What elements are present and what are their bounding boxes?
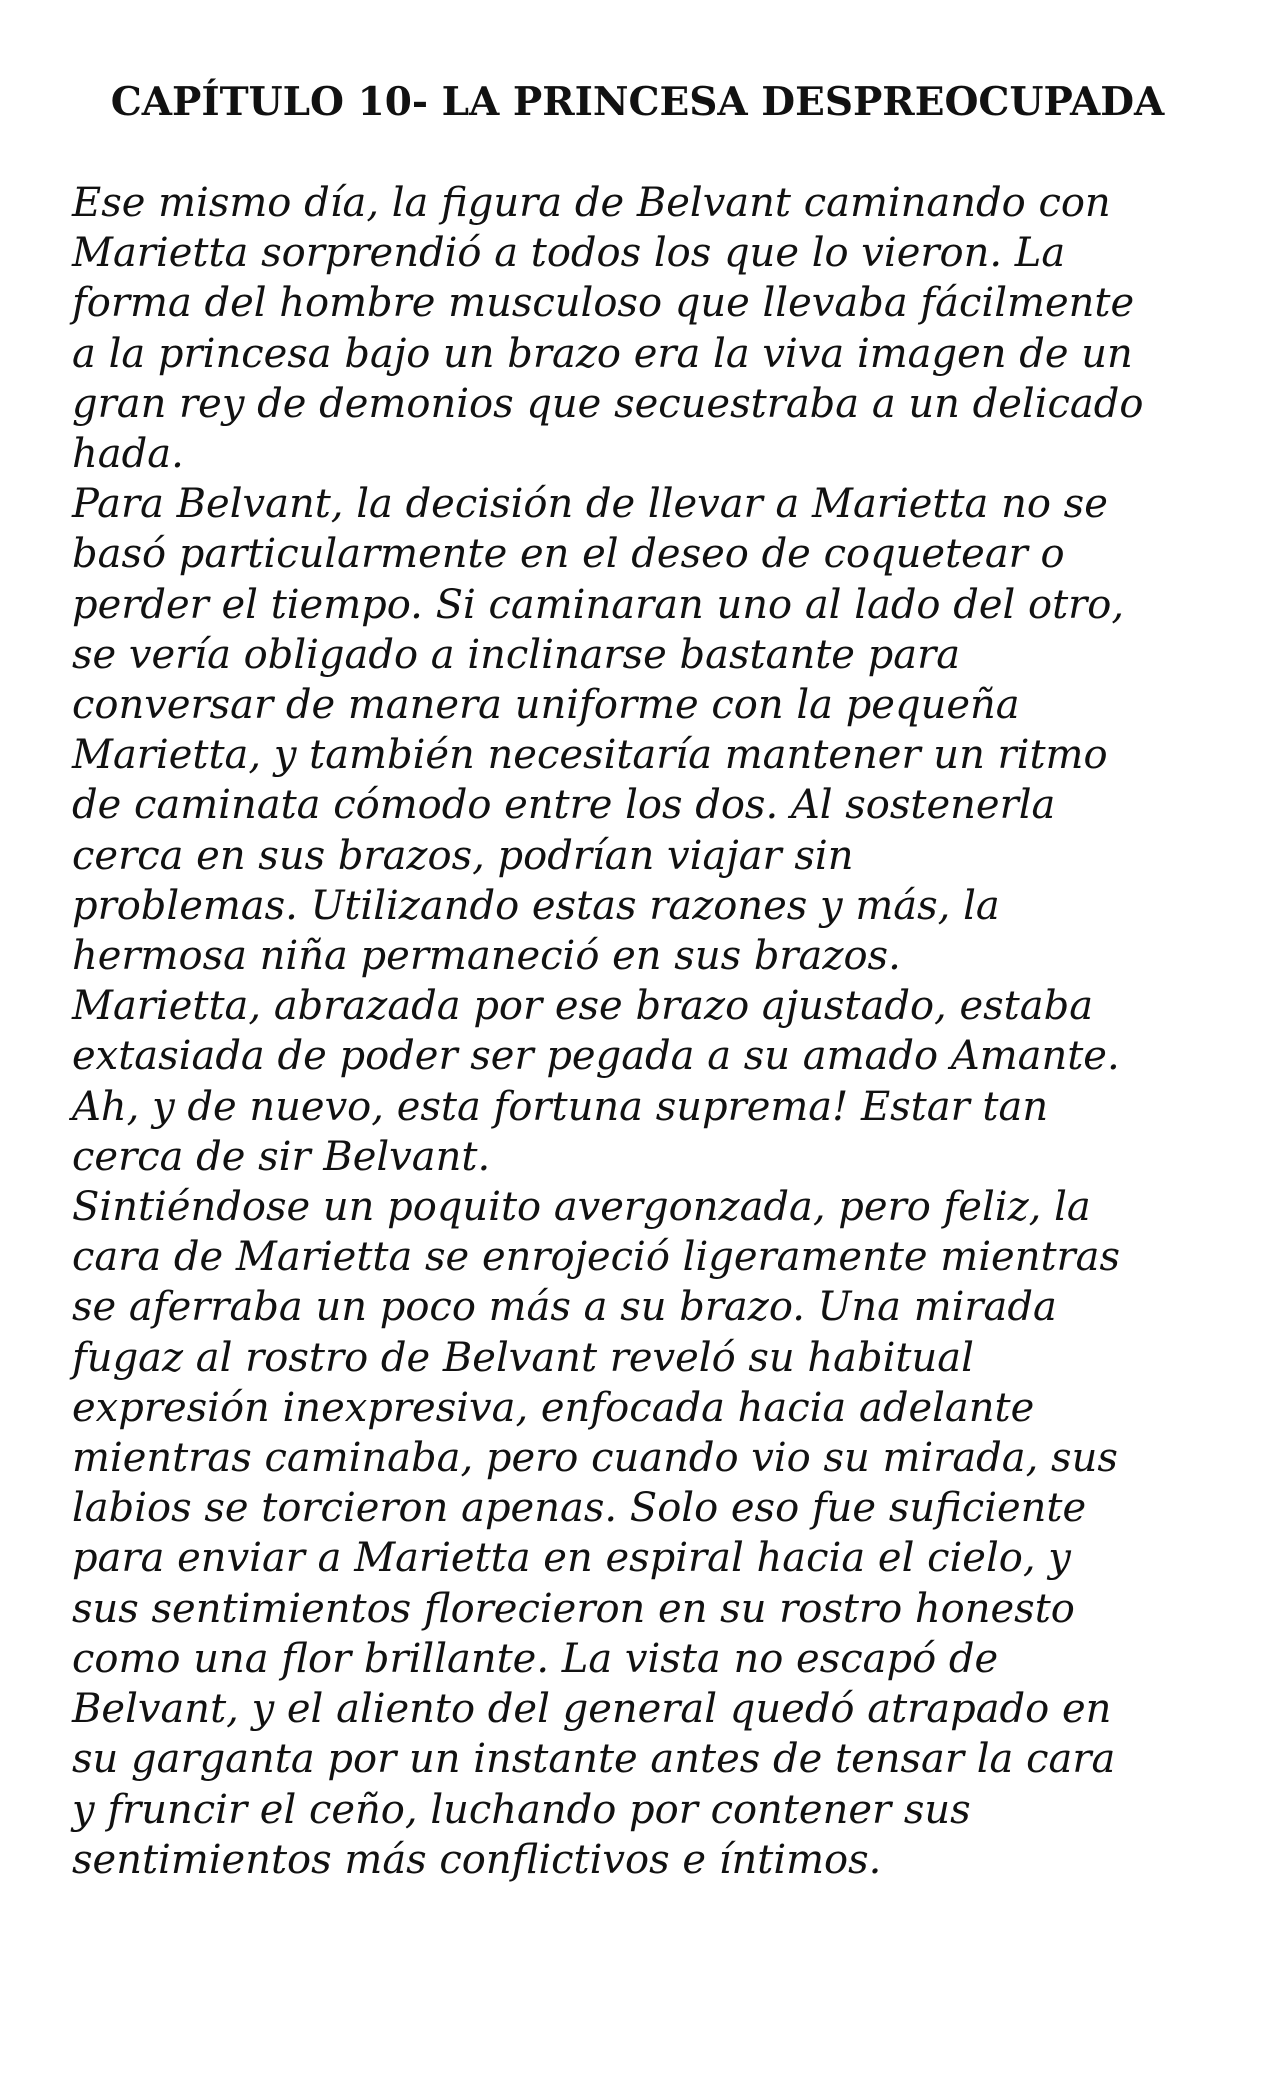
text-line: para enviar a Marietta en espiral hacia el cielo, y <box>72 1535 1071 1582</box>
text-line: expresión inexpresiva, enfocada hacia adelante <box>72 1384 1035 1431</box>
text-line: Ah, y de nuevo, esta fortuna suprema! Estar tan <box>72 1083 1049 1130</box>
text-line: sentimientos más conflictivos e íntimos. <box>72 1836 882 1883</box>
text-line: cerca en sus brazos, podrían viajar sin <box>72 832 854 879</box>
text-line: Marietta sorprendió a todos los que lo vieron. La <box>72 230 1066 277</box>
text-line: Marietta, abrazada por ese brazo ajustado, estaba <box>72 983 1094 1030</box>
text-line: a la princesa bajo un brazo era la viva imagen de un <box>72 330 1133 377</box>
text-line: cerca de sir Belvant. <box>72 1133 491 1180</box>
text-line: Marietta, y también necesitaría mantener un ritmo <box>72 732 1108 779</box>
text-line: se vería obligado a inclinarse bastante para <box>72 631 961 678</box>
text-line: hada. <box>72 431 184 478</box>
text-line: conversar de manera uniforme con la pequeña <box>72 682 1020 729</box>
text-line: Belvant, y el aliento del general quedó atrapado en <box>72 1686 1112 1733</box>
text-line: extasiada de poder ser pegada a su amado Amante. <box>72 1033 1120 1080</box>
text-line: gran rey de demonios que secuestraba a un delicado <box>72 380 1144 427</box>
text-line: basó particularmente en el deseo de coquetear o <box>72 531 1065 578</box>
text-line: mientras caminaba, pero cuando vio su mirada, sus <box>72 1435 1118 1482</box>
text-line: fugaz al rostro de Belvant reveló su habitual <box>72 1334 974 1381</box>
text-line: Sintiéndose un poquito avergonzada, pero feliz, la <box>72 1184 1091 1231</box>
text-line: de caminata cómodo entre los dos. Al sostenerla <box>72 782 1056 829</box>
text-line: Para Belvant, la decisión de llevar a Marietta no se <box>72 481 1108 528</box>
chapter-body <box>72 178 1222 1885</box>
text-line: perder el tiempo. Si caminaran uno al lado del otro, <box>72 581 1125 628</box>
text-line: su garganta por un instante antes de tensar la cara <box>72 1736 1116 1783</box>
text-line: y fruncir el ceño, luchando por contener sus <box>72 1786 971 1833</box>
text-line: sus sentimientos florecieron en su rostro honesto <box>72 1585 1075 1632</box>
text-line: se aferraba un poco más a su brazo. Una mirada <box>72 1284 1057 1331</box>
text-line: labios se torcieron apenas. Solo eso fue suficiente <box>72 1485 1087 1532</box>
chapter-title: CAPÍTULO 10- LA PRINCESA DESPREOCUPADA <box>110 79 1165 125</box>
text-line: forma del hombre musculoso que llevaba fácilmente <box>72 280 1135 327</box>
text-line: problemas. Utilizando estas razones y más, la <box>72 882 1000 929</box>
text-line: como una flor brillante. La vista no escapó de <box>72 1635 999 1682</box>
text-line: Ese mismo día, la figura de Belvant caminando con <box>72 180 1111 226</box>
text-line: cara de Marietta se enrojeció ligeramente mientras <box>72 1234 1121 1281</box>
text-line: hermosa niña permaneció en sus brazos. <box>72 933 901 980</box>
